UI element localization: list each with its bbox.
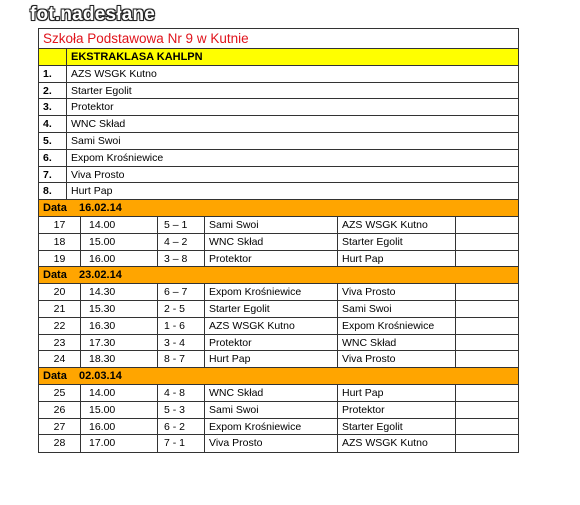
team-number: 3. — [39, 99, 67, 115]
team-name: Starter Egolit — [71, 84, 132, 97]
match-home-team: Expom Krośniewice — [205, 284, 338, 300]
round-date-cell — [39, 368, 518, 384]
team-number: 8. — [39, 183, 67, 199]
round-date-label: Data — [43, 370, 67, 383]
match-away-team: Viva Prosto — [338, 284, 456, 300]
match-empty-cell — [456, 234, 518, 250]
league-spacer — [39, 49, 67, 65]
round-date-row — [39, 267, 518, 284]
match-empty-cell — [456, 351, 518, 367]
match-row — [39, 318, 518, 335]
match-number: 25 — [39, 385, 81, 401]
match-number: 28 — [39, 435, 81, 452]
team-number: 5. — [39, 133, 67, 149]
match-empty-cell — [456, 385, 518, 401]
match-pairing: 4 - 8 — [158, 385, 205, 401]
match-away-team: Starter Egolit — [338, 419, 456, 435]
match-away-team: Hurt Pap — [338, 251, 456, 267]
team-name: Hurt Pap — [71, 185, 113, 198]
team-name: Expom Krośniewice — [71, 151, 164, 164]
match-empty-cell — [456, 284, 518, 300]
team-name: Viva Prosto — [71, 168, 125, 181]
round-date-cell — [39, 200, 518, 216]
round-date-label: Data — [43, 202, 67, 215]
match-pairing: 2 - 5 — [158, 301, 205, 317]
match-away-team: Expom Krośniewice — [338, 318, 456, 334]
match-time: 14.00 — [81, 385, 158, 401]
match-home-team: Sami Swoi — [205, 217, 338, 233]
match-number: 18 — [39, 234, 81, 250]
match-empty-cell — [456, 435, 518, 452]
league-name: EKSTRAKLASA KAHLPN — [71, 51, 203, 63]
match-time: 14.30 — [81, 284, 158, 300]
team-name: AZS WSGK Kutno — [71, 67, 157, 80]
match-away-team: AZS WSGK Kutno — [338, 435, 456, 452]
team-number: 4. — [39, 116, 67, 132]
match-away-team: Viva Prosto — [338, 351, 456, 367]
match-pairing: 3 – 8 — [158, 251, 205, 267]
match-away-team: Sami Swoi — [338, 301, 456, 317]
match-home-team: Sami Swoi — [205, 402, 338, 418]
match-row — [39, 385, 518, 402]
match-number: 22 — [39, 318, 81, 334]
match-time: 15.30 — [81, 301, 158, 317]
match-row — [39, 435, 518, 452]
match-number: 26 — [39, 402, 81, 418]
team-number: 7. — [39, 167, 67, 183]
match-empty-cell — [456, 318, 518, 334]
match-number: 17 — [39, 217, 81, 233]
match-empty-cell — [456, 217, 518, 233]
round-date-value: 23.02.14 — [79, 269, 122, 282]
match-time: 16.00 — [81, 251, 158, 267]
match-home-team: Starter Egolit — [205, 301, 338, 317]
match-home-team: Protektor — [205, 335, 338, 351]
school-title: Szkoła Podstawowa Nr 9 w Kutnie — [43, 31, 249, 46]
round-date-row — [39, 200, 518, 217]
match-time: 16.00 — [81, 419, 158, 435]
match-empty-cell — [456, 301, 518, 317]
match-pairing: 8 - 7 — [158, 351, 205, 367]
match-row — [39, 301, 518, 318]
match-row — [39, 419, 518, 436]
match-number: 20 — [39, 284, 81, 300]
team-name: Protektor — [71, 101, 114, 114]
match-away-team: AZS WSGK Kutno — [338, 217, 456, 233]
team-number: 6. — [39, 150, 67, 166]
match-row — [39, 234, 518, 251]
match-home-team: WNC Skład — [205, 234, 338, 250]
match-home-team: AZS WSGK Kutno — [205, 318, 338, 334]
match-home-team: Hurt Pap — [205, 351, 338, 367]
round-date-value: 16.02.14 — [79, 202, 122, 215]
team-number: 1. — [39, 66, 67, 82]
match-number: 21 — [39, 301, 81, 317]
match-empty-cell — [456, 402, 518, 418]
match-row — [39, 284, 518, 301]
round-date-cell — [39, 267, 518, 283]
match-away-team: Protektor — [338, 402, 456, 418]
match-pairing: 3 - 4 — [158, 335, 205, 351]
match-row — [39, 402, 518, 419]
match-empty-cell — [456, 419, 518, 435]
team-row — [39, 167, 518, 184]
team-row — [39, 183, 518, 200]
match-time: 18.30 — [81, 351, 158, 367]
match-time: 14.00 — [81, 217, 158, 233]
match-pairing: 1 - 6 — [158, 318, 205, 334]
team-name: WNC Skład — [71, 118, 126, 131]
match-number: 19 — [39, 251, 81, 267]
match-time: 16.30 — [81, 318, 158, 334]
match-away-team: Hurt Pap — [338, 385, 456, 401]
team-row — [39, 116, 518, 133]
match-pairing: 4 – 2 — [158, 234, 205, 250]
match-pairing: 7 - 1 — [158, 435, 205, 452]
match-time: 17.00 — [81, 435, 158, 452]
match-home-team: WNC Skład — [205, 385, 338, 401]
team-row — [39, 99, 518, 116]
team-row — [39, 66, 518, 83]
match-time: 15.00 — [81, 234, 158, 250]
match-row — [39, 335, 518, 352]
match-number: 27 — [39, 419, 81, 435]
round-date-value: 02.03.14 — [79, 370, 122, 383]
match-home-team: Expom Krośniewice — [205, 419, 338, 435]
match-row — [39, 251, 518, 268]
match-number: 24 — [39, 351, 81, 367]
match-time: 17.30 — [81, 335, 158, 351]
match-pairing: 5 – 1 — [158, 217, 205, 233]
round-date-row — [39, 368, 518, 385]
match-away-team: Starter Egolit — [338, 234, 456, 250]
team-name: Sami Swoi — [71, 134, 121, 147]
league-row — [39, 49, 518, 66]
match-home-team: Viva Prosto — [205, 435, 338, 452]
watermark: fot.nadesłane — [30, 4, 156, 25]
match-pairing: 6 – 7 — [158, 284, 205, 300]
match-away-team: WNC Skład — [338, 335, 456, 351]
match-row — [39, 351, 518, 368]
match-pairing: 6 - 2 — [158, 419, 205, 435]
team-row — [39, 133, 518, 150]
team-row — [39, 150, 518, 167]
title-row — [39, 29, 518, 49]
match-home-team: Protektor — [205, 251, 338, 267]
team-row — [39, 83, 518, 100]
schedule-table — [38, 28, 519, 453]
round-date-label: Data — [43, 269, 67, 282]
match-empty-cell — [456, 335, 518, 351]
match-number: 23 — [39, 335, 81, 351]
match-pairing: 5 - 3 — [158, 402, 205, 418]
match-row — [39, 217, 518, 234]
match-time: 15.00 — [81, 402, 158, 418]
team-number: 2. — [39, 83, 67, 99]
match-empty-cell — [456, 251, 518, 267]
